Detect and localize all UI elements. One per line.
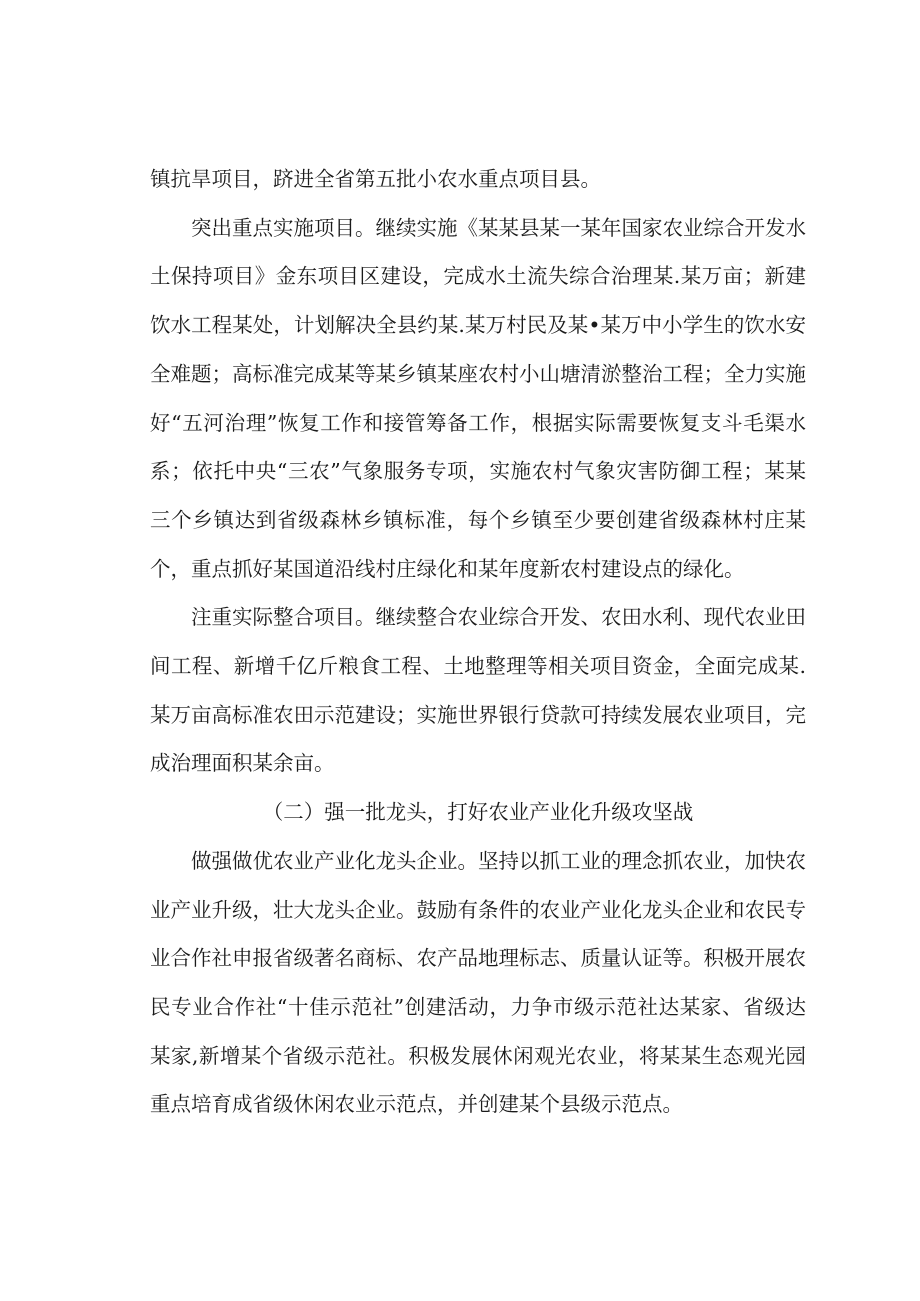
paragraph-leading-enterprises: 做强做优农业产业化龙头企业。坚持以抓工业的理念抓农业，加快农业产业升级，壮大龙头企业。鼓励有条件的农业产业化龙头企业和农民专业合作社申报省级著名商标、农产品地理标志、质量认证等。积极开展农民专业合作社“十佳示范社”创建活动，力争市级示范社达某家、省级达某家,新增某个省级示范社。积极发展休闲观光农业，将某某生态观光园重点培育成省级休闲农业示范点，并创建某个县级示范点。 [150,848,806,1117]
section-heading: （二）强一批龙头，打好农业产业化升级攻坚战 [262,800,694,825]
document-body [150,155,806,1129]
paragraph-continuation: 镇抗旱项目，跻进全省第五批小农水重点项目县。 [150,167,601,191]
paragraph-key-projects: 突出重点实施项目。继续实施《某某县某一某年国家农业综合开发水土保持项目》金东项目区建设，完成水土流失综合治理某.某万亩；新建饮水工程某处，计划解决全县约某.某万村民及某•某万中小学生的饮水安全难题；高标准完成某等某乡镇某座农村小山塘清淤整治工程；全力实施好“五河治理”恢复工作和接管筹备工作，根据实际需要恢复支斗毛渠水系；依托中央“三农”气象服务专项，实施农村气象灾害防御工程；某某三个乡镇达到省级森林乡镇标准，每个乡镇至少要创建省级森林村庄某个，重点抓好某国道沿线村庄绿化和某年度新农村建设点的绿化。 [150,215,806,581]
paragraph-integration-projects: 注重实际整合项目。继续整合农业综合开发、农田水利、现代农业田间工程、新增千亿斤粮食工程、土地整理等相关项目资金，全面完成某.某万亩高标准农田示范建设；实施世界银行贷款可持续发展农业项目，完成治理面积某余亩。 [150,605,806,776]
